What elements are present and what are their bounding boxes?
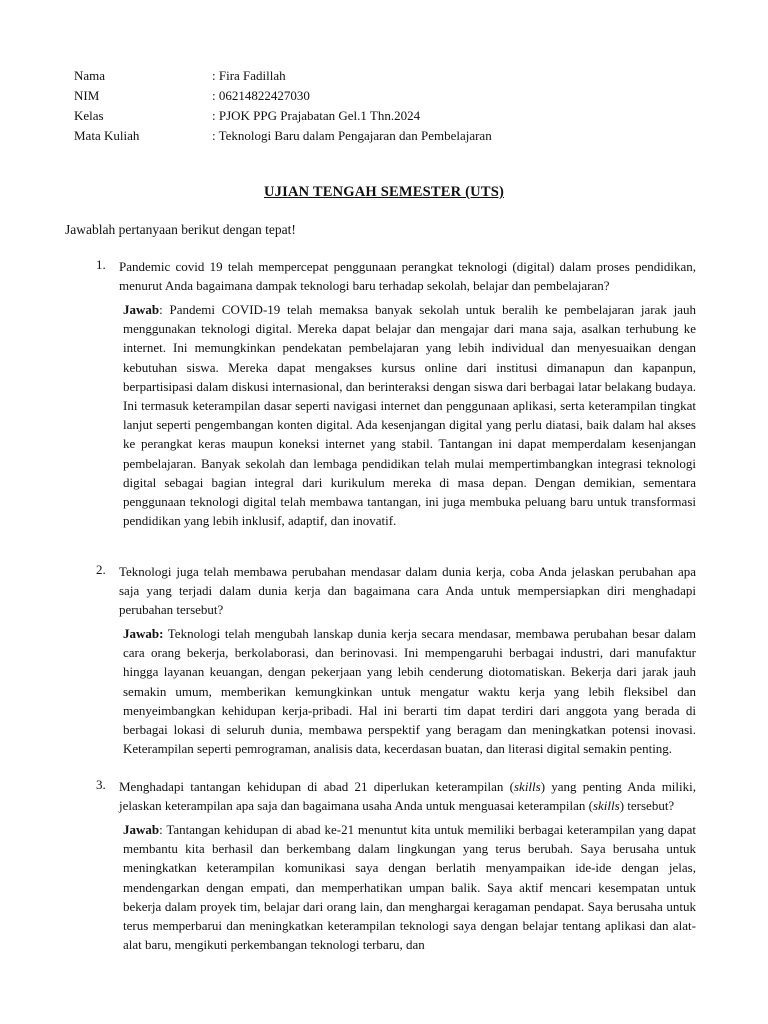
question-text-part: ) yang penting Anda miliki, jelaskan keterampilan apa saja dan bagaimana usaha Anda untuk menguasai keterampilan ( bbox=[119, 779, 696, 813]
info-row-kelas bbox=[74, 106, 492, 126]
info-value: : Teknologi Baru dalam Pengajaran dan Pembelajaran bbox=[212, 128, 492, 143]
question-text-part: ) tersebut? bbox=[619, 798, 675, 813]
question-number: 3. bbox=[96, 777, 106, 792]
question-number: 1. bbox=[96, 257, 106, 272]
answer-block bbox=[123, 820, 696, 954]
student-info bbox=[74, 66, 492, 146]
question-number: 2. bbox=[96, 562, 106, 577]
info-value: : Fira Fadillah bbox=[212, 68, 286, 83]
question-text: Pandemic covid 19 telah mempercepat penggunaan perangkat teknologi (digital) dalam proses pendidikan, menurut Anda bagaimana dampak teknologi baru terhadap sekolah, belajar dan pembelajaran? bbox=[119, 259, 696, 293]
question-text: Teknologi juga telah membawa perubahan mendasar dalam dunia kerja, coba Anda jelaskan perubahan apa saja yang terjadi dalam dunia kerja dan bagaimana cara Anda untuk mempersiapkan diri menghadapi perubahan tersebut? bbox=[119, 564, 696, 617]
info-label: Mata Kuliah bbox=[74, 128, 140, 143]
skills-term: skills bbox=[513, 779, 541, 794]
info-row-nim bbox=[74, 86, 492, 106]
info-row-nama bbox=[74, 66, 492, 86]
answer-block bbox=[123, 300, 696, 530]
question-text-part: Menghadapi tantangan kehidupan di abad 21 diperlukan keterampilan ( bbox=[119, 779, 514, 794]
instruction-text: Jawablah pertanyaan berikut dengan tepat! bbox=[65, 222, 296, 237]
page-title: UJIAN TENGAH SEMESTER (UTS) bbox=[264, 184, 504, 200]
skills-term: skills bbox=[592, 798, 620, 813]
info-label: Kelas bbox=[74, 108, 104, 123]
answer-label: Jawab bbox=[123, 302, 160, 317]
answer-label: Jawab bbox=[123, 822, 160, 837]
question-item bbox=[96, 562, 696, 758]
question-item bbox=[96, 777, 696, 954]
info-value: : PJOK PPG Prajabatan Gel.1 Thn.2024 bbox=[212, 108, 421, 123]
info-label: NIM bbox=[74, 88, 100, 103]
question-item bbox=[96, 257, 696, 530]
answer-label: Jawab: bbox=[123, 626, 164, 641]
question-text bbox=[119, 777, 696, 815]
answer-text: : Pandemi COVID-19 telah memaksa banyak sekolah untuk beralih ke pembelajaran jarak jauh menggunakan teknologi digital. Mereka dapat belajar dan mengajar dari mana saja, asalkan terhubung ke internet. Ini memungkinkan pendekatan pembelajaran yang lebih individual dan menyesuaikan dengan kebutuhan siswa. Mereka dapat mengakses kursus online dari institusi dimanapun dan kapanpun, berpartisipasi dalam diskusi internasional, dan berinteraksi dengan siswa dari berbagai latar belakang budaya. Ini termasuk keterampilan dasar seperti navigasi internet dan penggunaan aplikasi, serta keterampilan tingkat lanjut seperti pengembangan konten digital. Ada kesenjangan digital yang perlu diatasi, baik dalam hal akses ke perangkat keras maupun koneksi internet yang stabil. Tantangan ini dapat memperdalam kesenjangan pembelajaran. Banyak sekolah dan lembaga pendidikan telah mulai mempertimbangkan integrasi teknologi digital sebagai bagian integral dari kurikulum mereka di masa depan. Dengan demikian, sementara penggunaan teknologi digital telah membawa tantangan, ini juga membuka peluang baru untuk transformasi pendidikan yang lebih inklusif, adaptif, dan inovatif. bbox=[123, 302, 696, 529]
answer-block bbox=[123, 624, 696, 758]
info-label: Nama bbox=[74, 68, 106, 83]
info-value: : 06214822427030 bbox=[212, 88, 310, 103]
answer-text: : Tantangan kehidupan di abad ke-21 menuntut kita untuk memiliki berbagai keterampilan yang dapat membantu kita berhasil dan berkembang dalam lingkungan yang terus berubah. Saya berusaha untuk meningkatkan keterampilan komunikasi saya dengan berlatih menyampaikan ide-ide dengan jelas, mendengarkan dengan empati, dan memperhatikan umpan balik. Saya aktif mencari kesempatan untuk bekerja dalam proyek tim, belajar dari orang lain, dan menghargai keragaman pendapat. Saya berusaha untuk terus memperbarui dan meningkatkan keterampilan teknologi saya dengan belajar tentang aplikasi dan alat-alat baru, mengikuti perkembangan teknologi terbaru, dan bbox=[123, 822, 696, 953]
info-row-mata-kuliah bbox=[74, 126, 492, 146]
answer-text: Teknologi telah mengubah lanskap dunia kerja secara mendasar, membawa perubahan besar dalam cara orang bekerja, berkolaborasi, dan berinovasi. Ini mempengaruhi berbagai industri, dari manufaktur hingga layanan keuangan, dengan pekerjaan yang lebih cenderung diotomatiskan. Bekerja dari jarak jauh semakin umum, memberikan kemungkinkan untuk mengatur waktu kerja yang lebih fleksibel dan menyeimbangkan kehidupan kerja-pribadi. Hal ini berarti tim dapat terdiri dari anggota yang berada di berbagai lokasi di seluruh dunia, membawa perspektif yang beragam dan meningkatkan potensi inovasi. Keterampilan seperti pemrograman, analisis data, kecerdasan buatan, dan literasi digital semakin penting. bbox=[123, 626, 696, 757]
